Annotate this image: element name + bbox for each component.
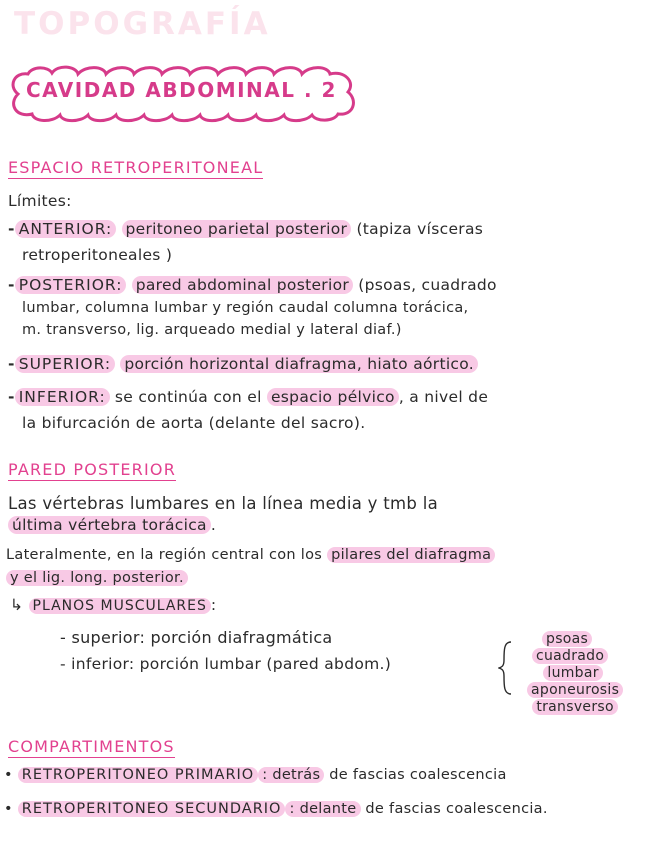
superior-highlight: porción horizontal diafragma, hiato aórtico.	[120, 355, 478, 373]
primario-rest: de fascias coalescencia	[329, 767, 507, 783]
limit-superior: - SUPERIOR: porción horizontal diafragma, hiato aórtico.	[8, 355, 478, 373]
posterior-line3: m. transverso, lig. arqueado medial y lateral diaf.)	[22, 322, 402, 338]
anterior-line2: retroperitoneales )	[22, 246, 173, 264]
key-posterior: POSTERIOR:	[15, 276, 127, 294]
key-inferior: INFERIOR:	[15, 388, 110, 406]
muscle-item: cuadrado	[532, 648, 608, 664]
pared-p2-line1	[6, 547, 495, 563]
topic-title: TOPOGRAFÍA	[14, 6, 271, 42]
ultima-vertebra-highlight: última vértebra torácica	[8, 516, 211, 534]
period: .	[210, 516, 217, 534]
bullet-icon: •	[4, 767, 13, 783]
posterior-highlight: pared abdominal posterior	[132, 276, 353, 294]
pared-p1-line2	[8, 516, 216, 534]
arrow-icon: ↳	[10, 596, 24, 614]
key-anterior: ANTERIOR:	[15, 220, 117, 238]
key-primario: RETROPERITONEO PRIMARIO	[18, 767, 258, 783]
section-heading-compart: COMPARTIMENTOS	[8, 737, 175, 756]
compart-primario	[4, 767, 507, 783]
muscle-item: transverso	[532, 699, 618, 715]
posterior-rest: (psoas, cuadrado	[358, 276, 497, 294]
key-superior: SUPERIOR:	[15, 355, 115, 373]
limit-anterior: - ANTERIOR: peritoneo parietal posterior (tapiza vísceras	[8, 220, 484, 238]
ligamento-highlight: y el lig. long. posterior.	[6, 570, 188, 586]
inferior-text-b: , a nivel de	[398, 388, 489, 406]
colon: :	[210, 596, 217, 614]
secundario-rest: de fascias coalescencia.	[365, 801, 548, 817]
pilares-highlight: pilares del diafragma	[327, 547, 495, 563]
muscle-item: lumbar	[543, 665, 602, 681]
section-heading-pared: PARED POSTERIOR	[8, 460, 177, 479]
key-secundario: RETROPERITONEO SECUNDARIO	[18, 801, 286, 817]
limit-inferior: - INFERIOR: se continúa con el espacio pélvico , a nivel de	[8, 388, 489, 406]
secundario-highlight: : delante	[285, 801, 360, 817]
limit-posterior: - POSTERIOR: pared abdominal posterior (psoas, cuadrado	[8, 276, 497, 294]
anterior-highlight: peritoneo parietal posterior	[122, 220, 352, 238]
muscle-item: psoas	[542, 631, 592, 647]
planos-superior: - superior: porción diafragmática	[60, 628, 333, 647]
inferior-highlight: espacio pélvico	[267, 388, 399, 406]
compart-secundario	[4, 801, 548, 817]
page-title: CAVIDAD ABDOMINAL . 2	[26, 78, 337, 102]
muscle-list	[511, 631, 623, 716]
pared-p2-text: Lateralmente, en la región central con los	[6, 547, 323, 563]
brace-icon	[498, 640, 512, 696]
limits-label: Límites:	[8, 192, 72, 210]
primario-highlight: : detrás	[258, 767, 324, 783]
section-heading-retro: ESPACIO RETROPERITONEAL	[8, 158, 264, 177]
pared-p2-line2	[6, 570, 188, 586]
planos-highlight: PLANOS MUSCULARES	[29, 598, 211, 614]
inferior-line2: la bifurcación de aorta (delante del sacro).	[22, 414, 366, 432]
inferior-text-a: se continúa con el	[114, 388, 262, 406]
planos-inferior: - inferior: porción lumbar (pared abdom.)	[60, 655, 392, 673]
planos-line	[10, 596, 216, 614]
posterior-line2: lumbar, columna lumbar y región caudal columna torácica,	[22, 300, 469, 316]
pared-p1-line1: Las vértebras lumbares en la línea media y tmb la	[8, 494, 439, 513]
anterior-rest: (tapiza vísceras	[356, 220, 484, 238]
muscle-item: aponeurosis	[527, 682, 623, 698]
bullet-icon: •	[4, 801, 13, 817]
